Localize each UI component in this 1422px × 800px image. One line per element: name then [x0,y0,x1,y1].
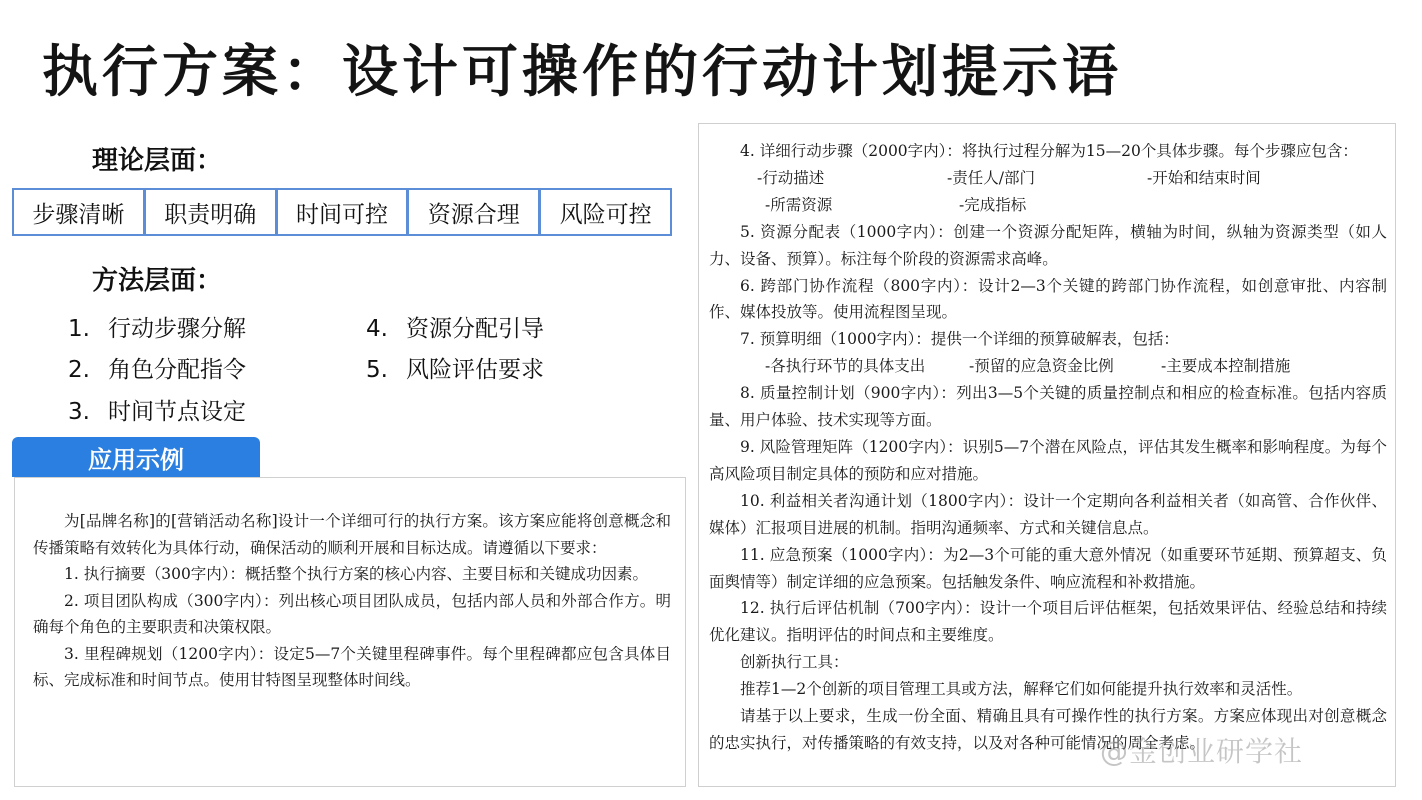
pill-resources: 资源合理 [409,190,538,234]
prompt-paragraph: 为[品牌名称]的[营销活动名称]设计一个详细可行的执行方案。该方案应能将创意概念和传播策略有效转化为具体行动，确保活动的顺利开展和目标达成。请遵循以下要求： [33,512,671,557]
pill-time-control: 时间可控 [278,190,407,234]
method-item-number: 5. [366,357,388,383]
watermark: @金创业研学社 [1100,735,1304,768]
prompt-paragraph: 12. 执行后评估机制（700字内）：设计一个项目后评估框架，包括效果评估、经验总结和持续优化建议。指明评估的时间点和主要维度。 [709,599,1387,645]
prompt-paragraph: 1. 执行摘要（300字内）：概括整个执行方案的核心内容、主要目标和关键成功因素。 [64,565,649,583]
pill-step-clarity: 步骤清晰 [14,190,143,234]
page-title: 执行方案：设计可操作的行动计划提示语 [42,40,1122,105]
pill-responsibility: 职责明确 [146,190,275,234]
method-item [68,351,246,384]
prompt-sub-item: -所需资源 [765,195,833,214]
method-item-number: 4. [366,316,388,342]
prompt-sub-item: -预留的应急资金比例 [969,357,1114,376]
method-item-label: 行动步骤分解 [108,316,246,342]
prompt-paragraph: 推荐1—2个创新的项目管理工具或方法，解释它们如何能提升执行效率和灵活性。 [740,680,1303,699]
prompt-paragraph: 6. 跨部门协作流程（800字内）：设计2—3个关键的跨部门协作流程，如创意审批、内容制作、媒体投放等。使用流程图呈现。 [709,276,1387,322]
example-prompt-right [698,123,1396,787]
prompt-paragraph: 8. 质量控制计划（900字内）：列出3—5个关键的质量控制点和相应的检查标准。包括内容质量、用户体验、技术实现等方面。 [709,384,1387,430]
theory-pill-bar [12,188,672,236]
prompt-sub-item: -行动描述 [757,168,825,187]
prompt-sub-item: -完成指标 [959,195,1027,214]
example-prompt-left [14,477,686,787]
prompt-paragraph: 9. 风险管理矩阵（1200字内）：识别5—7个潜在风险点，评估其发生概率和影响程度。为每个高风险项目制定具体的预防和应对措施。 [709,437,1387,483]
method-item-label: 角色分配指令 [108,357,246,383]
example-tab: 应用示例 [12,437,260,477]
prompt-paragraph: 10. 利益相关者沟通计划（1800字内）：设计一个定期向各利益相关者（如高管、合作伙伴、媒体）汇报项目进展的机制。指明沟通频率、方式和关键信息点。 [709,491,1387,537]
prompt-paragraph: 11. 应急预案（1000字内）：为2—3个可能的重大意外情况（如重要环节延期、预算超支、负面舆情等）制定详细的应急预案。包括触发条件、响应流程和补救措施。 [709,545,1387,591]
method-item-number: 2. [68,357,90,383]
prompt-sub-item: -主要成本控制措施 [1161,357,1291,376]
pill-risk-control: 风险可控 [541,190,670,234]
prompt-paragraph: 创新执行工具： [740,653,849,672]
method-item [68,310,246,343]
prompt-sub-list [709,192,1387,219]
method-item-number: 3. [68,399,90,425]
prompt-sub-item: -开始和结束时间 [1147,168,1261,187]
prompt-paragraph: 2. 项目团队构成（300字内）：列出核心项目团队成员，包括内部人员和外部合作方。明确每个角色的主要职责和决策权限。 [33,591,671,636]
method-item [366,310,544,343]
method-item-label: 时间节点设定 [108,399,246,425]
method-item-number: 1. [68,316,90,342]
theory-heading: 理论层面： [92,146,223,176]
prompt-paragraph: 请基于以上要求，生成一份全面、精确且具有可操作性的执行方案。方案应体现出对创意概念的忠实执行，对传播策略的有效支持，以及对各种可能情况的周全考虑。 [709,707,1387,752]
prompt-paragraph: 3. 里程碑规划（1200字内）：设定5—7个关键里程碑事件。每个里程碑都应包含具体目标、完成标准和时间节点。使用甘特图呈现整体时间线。 [33,644,671,689]
prompt-paragraph: 5. 资源分配表（1000字内）：创建一个资源分配矩阵，横轴为时间，纵轴为资源类型（如人力、设备、预算）。标注每个阶段的资源需求高峰。 [709,222,1387,268]
prompt-paragraph: 4. 详细行动步骤（2000字内）：将执行过程分解为15—20个具体步骤。每个步骤应包含： [740,142,1358,160]
prompt-paragraph: 7. 预算明细（1000字内）：提供一个详细的预算破解表，包括： [740,330,1179,349]
prompt-sub-list [709,353,1387,380]
method-item [68,393,246,426]
prompt-sub-item: -各执行环节的具体支出 [765,357,926,376]
method-item-label: 风险评估要求 [406,357,544,383]
prompt-sub-item: -责任人/部门 [947,168,1035,187]
method-heading: 方法层面： [92,266,223,296]
method-item-label: 资源分配引导 [406,316,544,342]
method-item [366,351,544,384]
prompt-sub-list [709,165,1387,192]
